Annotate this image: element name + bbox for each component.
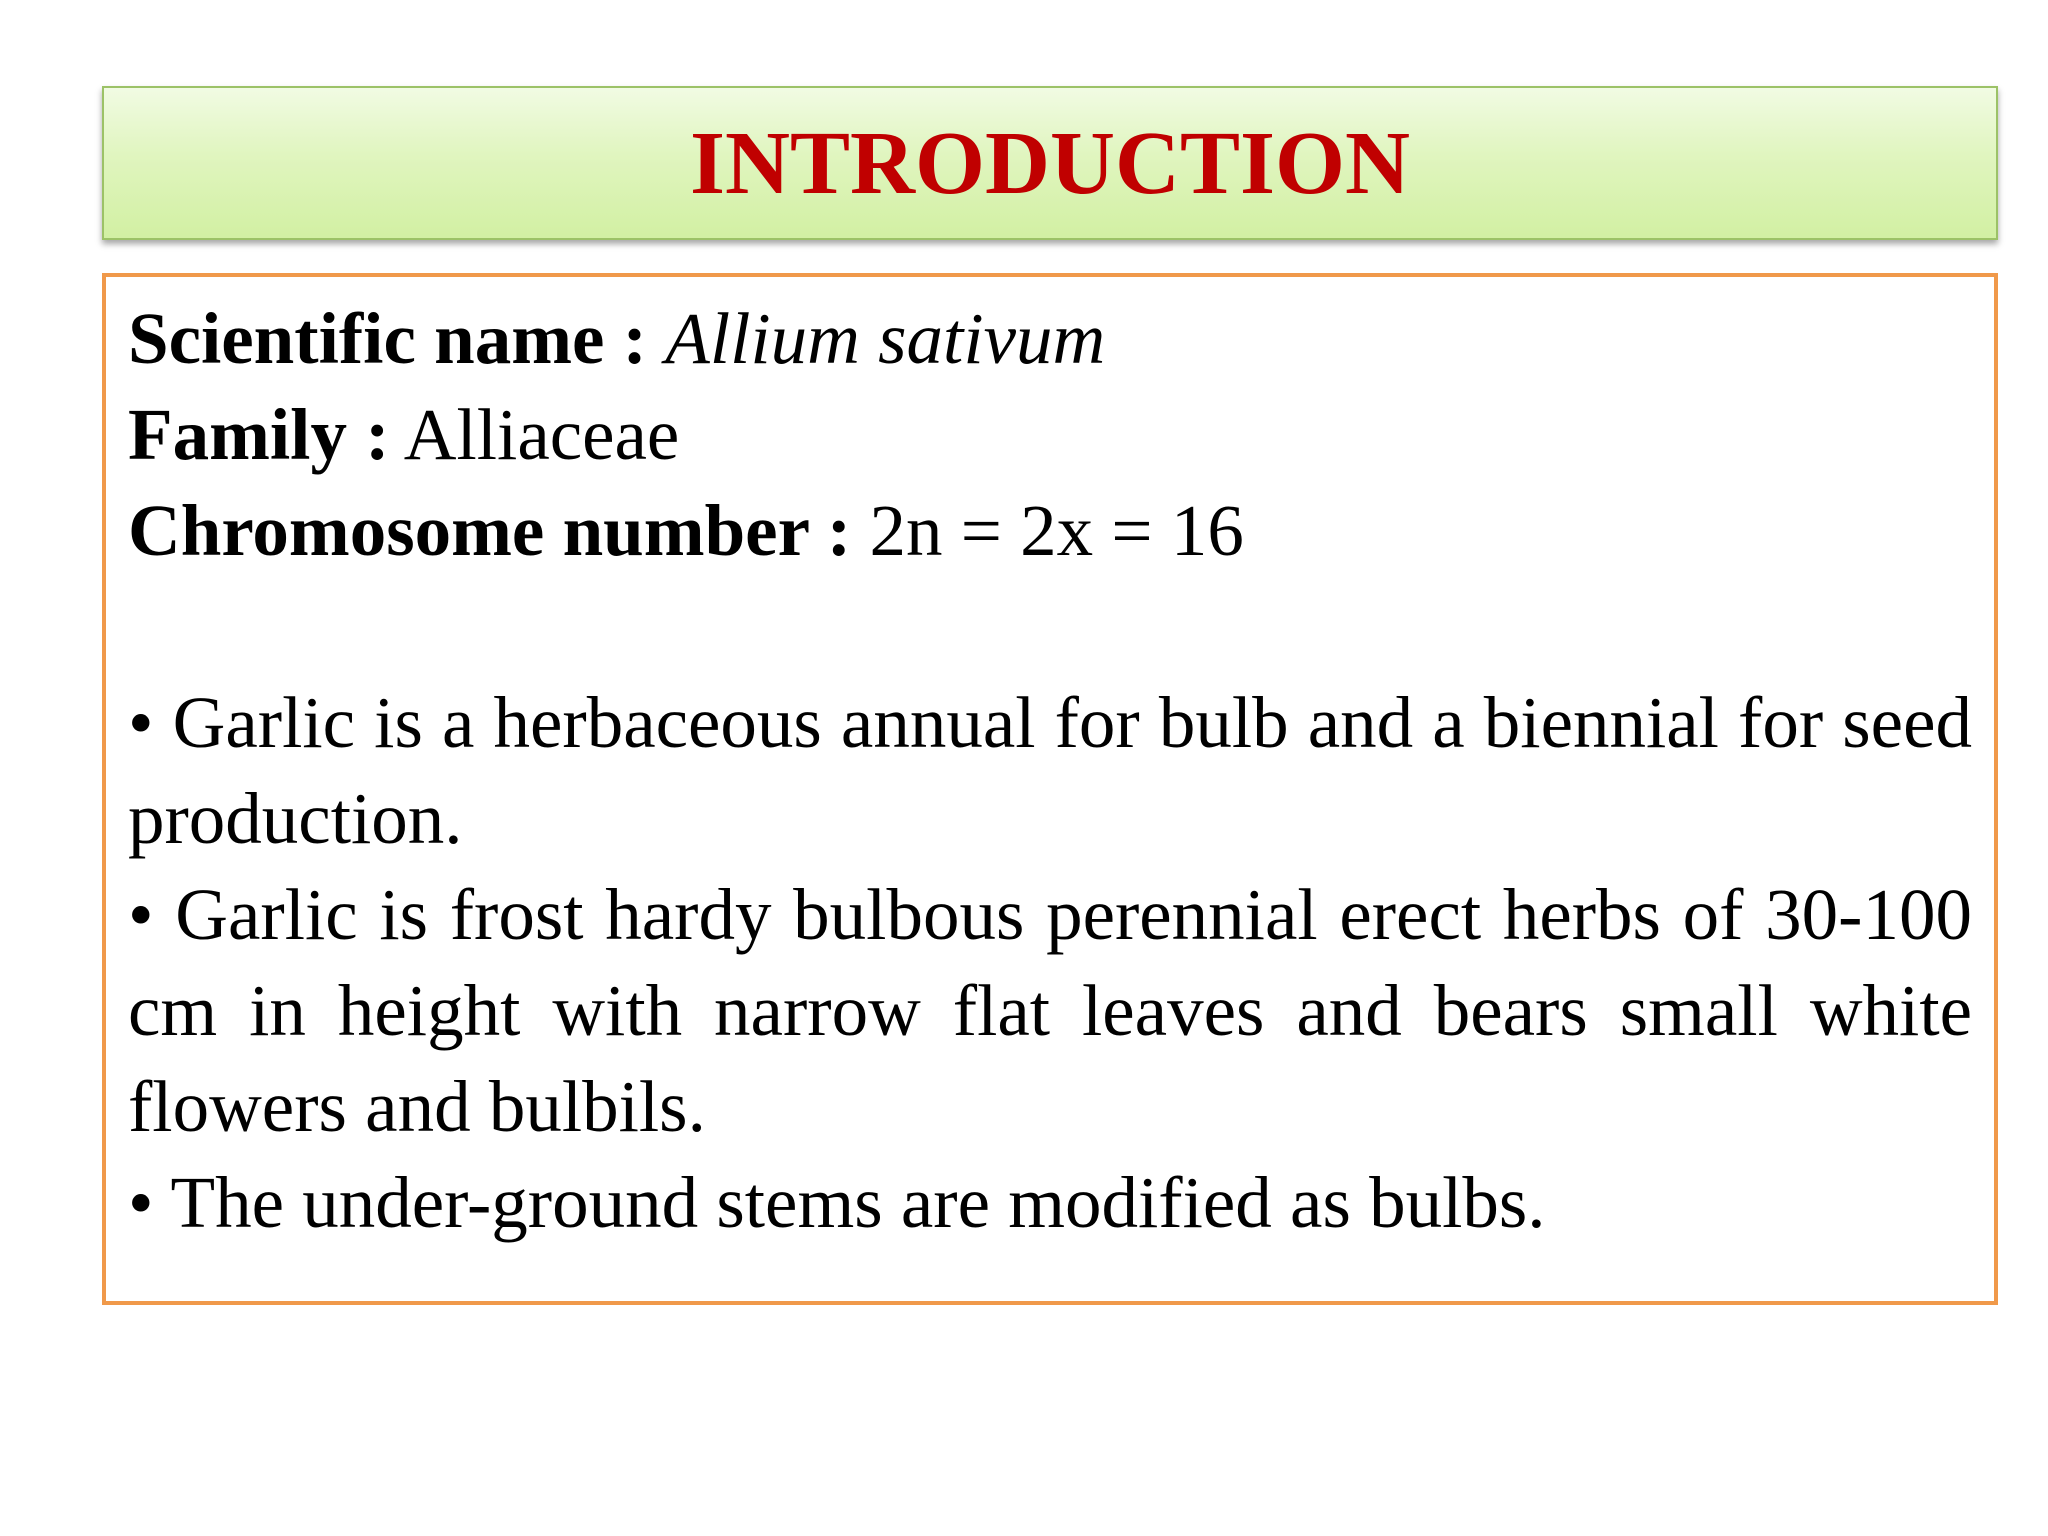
chromosome-label: Chromosome number : [128, 490, 852, 571]
chromosome-row [128, 483, 1972, 579]
scientific-name-value: Allium sativum [665, 298, 1106, 379]
scientific-name-row [128, 291, 1972, 387]
family-value: Alliaceae [403, 394, 680, 475]
family-label: Family : [128, 394, 390, 475]
bullet-item: • Garlic is frost hardy bulbous perennial erect herbs of 30-100 cm in height with narrow flat leaves and bears small white flowers and bulbils. [128, 874, 1972, 1147]
chromosome-value: 2n = 2x = 16 [869, 490, 1244, 571]
scientific-name-label: Scientific name : [128, 298, 647, 379]
bullet-item: • The under-ground stems are modified as bulbs. [128, 1162, 1546, 1243]
slide-title: INTRODUCTION [689, 113, 1411, 213]
bullet-item: • Garlic is a herbaceous annual for bulb and a biennial for seed production. [128, 682, 1972, 859]
content-box [102, 273, 1998, 1305]
title-banner [102, 86, 1998, 240]
family-row [128, 387, 1972, 483]
spacer [128, 579, 1972, 675]
